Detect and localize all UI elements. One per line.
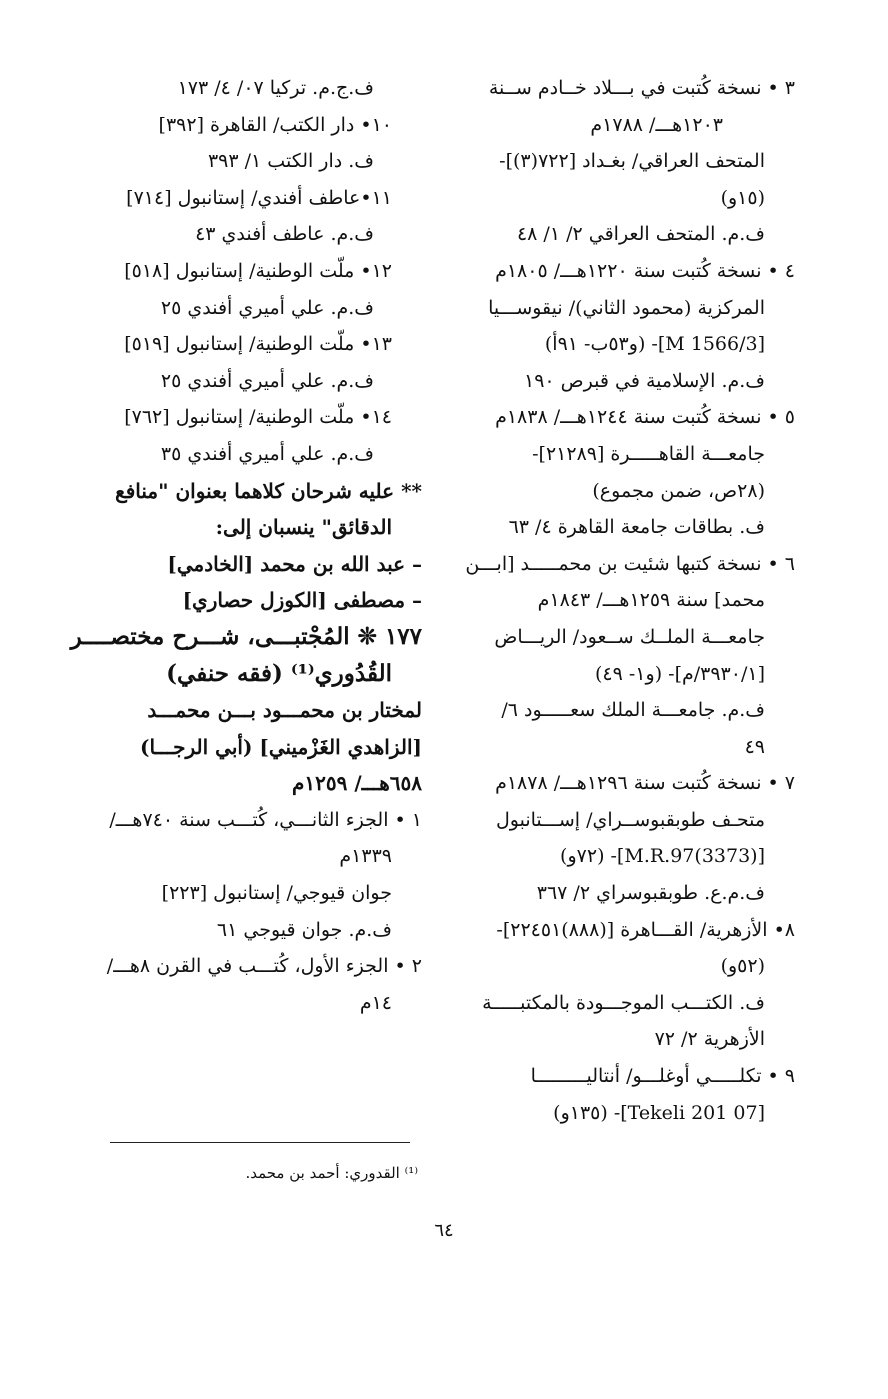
entry-line: ١٣• ملّت الوطنية/ إستانبول [٥١٩] (124, 333, 392, 356)
entry-line: (١٥و) (720, 186, 765, 209)
entry-line: ف.م. عاطف أفندي ٤٣ (195, 223, 374, 246)
entry-line: ف. بطاقات جامعة القاهرة ٤/ ٦٣ (508, 516, 765, 539)
entry-line: ف.م.ع. طوبقبوسراي ٢/ ٣٦٧ (536, 882, 765, 905)
entry-line: ف.م. جامعـــة الملك سعـــــود ٦/ (501, 699, 765, 722)
entry-line: ١١•عاطف أفندي/ إستانبول [٧١٤] (126, 186, 392, 209)
commentary-note: ** عليه شرحان كلاهما بعنوان "منافع (115, 478, 422, 503)
entry-line: ٦ • نسخة كتبها شئيت بن محمـــــد [ابـــن (465, 552, 795, 575)
entry-line: ١٠• دار الكتب/ القاهرة [٣٩٢] (158, 113, 392, 136)
entry-line: ف.م. جوان قيوجي ٦١ (216, 918, 392, 941)
entry-line: ف. الكتـــب الموجـــودة بالمكتبـــــة (482, 991, 765, 1014)
entry-line: جامعـــة القاهـــــرة [٢١٢٨٩]- (532, 442, 765, 465)
entry-line: ف.م. الإسلامية في قبرص ١٩٠ (524, 369, 765, 392)
entry-line: ٢ • الجزء الأول، كُتـــب في القرن ٨هـــ/ (106, 955, 422, 978)
commentator-line: – عبد الله بن محمد [الخادمي] (167, 551, 422, 576)
author-date: ٦٥٨هـــ/ ١٢٥٩م (292, 771, 422, 796)
entry-line: ١ • الجزء الثانـــي، كُتـــب سنة ٧٤٠هـــ/ (109, 808, 422, 831)
entry-line: ٤٩ (744, 735, 765, 758)
author-line: [الزاهدي الغَزْميني] (أبي الرجـــا) (140, 734, 422, 759)
entry-line: ف.م. علي أميري أفندي ٢٥ (160, 296, 374, 319)
entry-line: ف.م. علي أميري أفندي ٢٥ (160, 369, 374, 392)
entry-line: ١٤• ملّت الوطنية/ إستانبول [٧٦٢] (124, 406, 392, 429)
entry-line: المتحف العراقي/ بغـداد [٧٢٢(٣)]- (499, 150, 765, 173)
commentator-line: – مصطفى [الكوزل حصاري] (182, 588, 422, 613)
entry-line: ١٣٣٩م (339, 845, 392, 868)
entry-line: المركزية (محمود الثاني)/ نيقوســـيا (488, 296, 765, 319)
entry-line: ٩ • تكلـــــي أوغلـــو/ أنتاليـــــــــا (530, 1065, 795, 1088)
entry-line: جوان قيوجي/ إستانبول [٢٢٣] (161, 882, 392, 905)
left-column (65, 70, 422, 1021)
book-title: ١٧٧ ❊ المُجْتبـــى، شـــرح مختصــــر (70, 622, 422, 650)
entry-line: ٧ • نسخة كُتبت سنة ١٢٩٦هـــ/ ١٨٧٨م (495, 772, 795, 795)
entry-line: متحـف طوبقبوســراي/ إســـتانبول (495, 808, 765, 831)
entry-line: (٥٢و) (720, 955, 765, 978)
entry-line: [07 Tekeli 201]- (١٣٥و) (553, 1101, 765, 1124)
entry-line: [٣٩٣٠/١/م]- (و١- ٤٩) (594, 662, 765, 685)
footnote-divider (110, 1142, 410, 1143)
entry-line: (٢٨ص، ضمن مجموع) (592, 479, 765, 502)
entry-line: [M 1566/3]- (و٥٣ب- ٩١أ) (544, 333, 765, 356)
entry-line: محمد] سنة ١٢٥٩هـــ/ ١٨٤٣م (537, 589, 765, 612)
entry-line: الأزهرية ٢/ ٧٢ (654, 1028, 765, 1051)
entry-line: ٤ • نسخة كُتبت سنة ١٢٢٠هـــ/ ١٨٠٥م (495, 259, 795, 282)
entry-line: ف.م. المتحف العراقي ٢/ ١/ ٤٨ (516, 223, 765, 246)
entry-line: ف. دار الكتب ١/ ٣٩٣ (207, 150, 374, 173)
right-column (442, 70, 795, 1131)
author-line: لمختار بن محمـــود بـــن محمـــد (147, 698, 422, 723)
entry-line: ١٢٠٣هـــ/ ١٧٨٨م (590, 113, 723, 136)
entry-line: ١٢• ملّت الوطنية/ إستانبول [٥١٨] (124, 259, 392, 282)
entry-line: جامعـــة الملــك ســعود/ الريـــاض (494, 625, 765, 648)
book-title: القُدُوري⁽¹⁾ (فقه حنفي) (166, 659, 392, 687)
entry-line: ف.م. علي أميري أفندي ٣٥ (160, 442, 374, 465)
page-number: ٦٤ (434, 1220, 454, 1241)
entry-line: [(3373)M.R.97]- (٧٢و) (560, 845, 765, 868)
entry-line: ١٤م (359, 991, 392, 1014)
entry-line: ف.ج.م. تركيا ٠٧/ ٤/ ١٧٣ (177, 77, 374, 99)
footnote: ⁽¹⁾ القدوري: أحمد بن محمد. (245, 1164, 418, 1182)
entry-line: ٥ • نسخة كُتبت سنة ١٢٤٤هـــ/ ١٨٣٨م (495, 406, 795, 429)
entry-line: ٨• الأزهرية/ القـــاهرة [(٨٨٨)٢٢٤٥١]- (496, 918, 795, 941)
commentary-note: الدقائق" ينسبان إلى: (215, 515, 392, 540)
entry-line: ٣ • نسخة كُتبت في بـــلاد خــادم ســنة (488, 77, 795, 99)
